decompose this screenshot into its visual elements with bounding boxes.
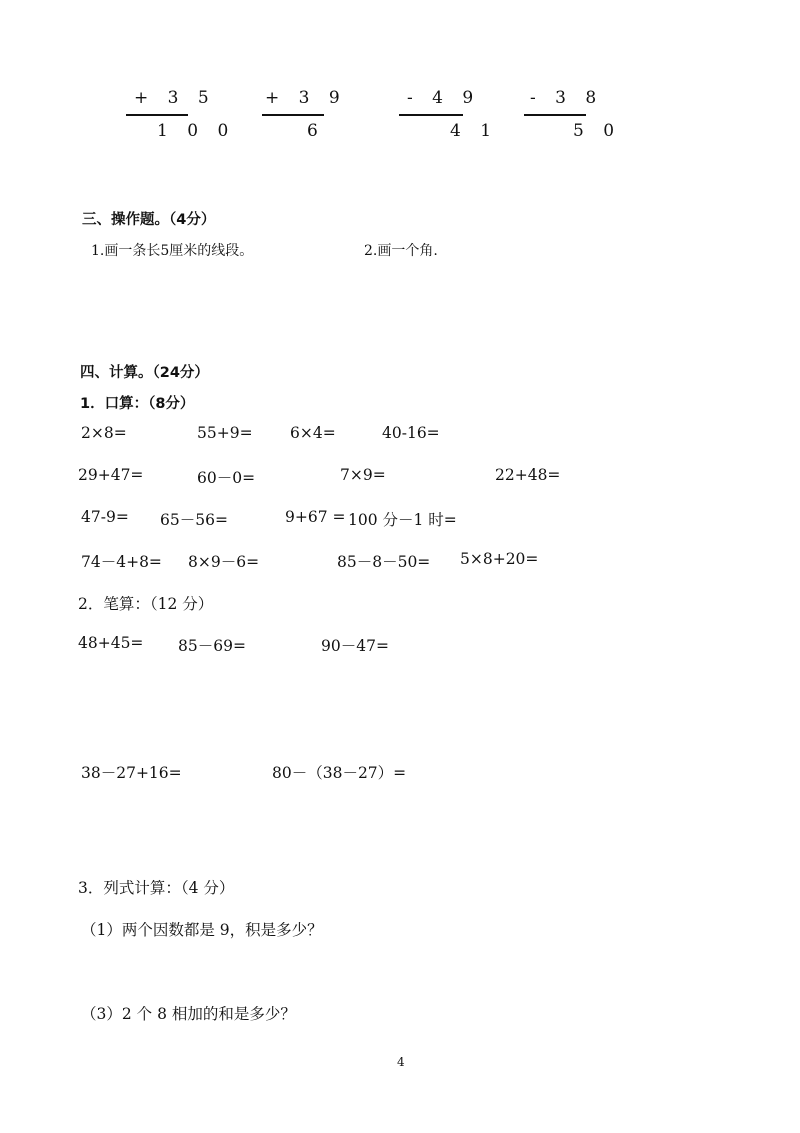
oral-calc-3-2: 65－56=	[160, 511, 228, 529]
vertical-problem-3-operand: - 4 9	[407, 88, 481, 108]
part-3-title: 3．列式计算：（4 分）	[78, 879, 235, 897]
oral-calc-4-3: 85－8－50=	[337, 553, 431, 571]
section-3-item-2: 2.画一个角.	[364, 243, 438, 259]
written-calc-1: 48+45=	[78, 634, 144, 652]
oral-calc-4-2: 8×9－6=	[188, 553, 260, 571]
word-problem-1: （1）两个因数都是 9，积是多少？	[81, 921, 323, 939]
page-number: 4	[397, 1055, 405, 1069]
oral-calc-1-1: 2×8=	[81, 424, 127, 442]
vertical-problem-1-operand: + 3 5	[134, 88, 216, 108]
oral-calc-4-1: 74－4+8=	[81, 553, 162, 571]
part-1-title: 1．口算：（8分）	[80, 396, 195, 412]
written-calc-2: 85－69=	[178, 637, 246, 655]
oral-calc-2-2: 60－0=	[197, 469, 256, 487]
vertical-problem-3-result: 4 1	[450, 121, 499, 141]
written-calc-3: 90－47=	[321, 637, 389, 655]
oral-calc-1-4: 40-16=	[382, 424, 440, 442]
oral-calc-1-3: 6×4=	[290, 424, 336, 442]
oral-calc-4-4: 5×8+20=	[460, 550, 539, 568]
vertical-problem-2-rule	[262, 114, 324, 116]
vertical-problem-1-rule	[126, 114, 188, 116]
vertical-problem-1-result: 1 0 0	[157, 121, 236, 141]
section-3-item-1: 1.画一条长5厘米的线段。	[91, 243, 254, 259]
vertical-problem-4-result: 5 0	[573, 121, 622, 141]
vertical-problem-2-result: 6	[307, 121, 325, 141]
section-4-title: 四、计算。（24分）	[80, 365, 209, 381]
written-calc-5: 80－（38－27）=	[272, 764, 407, 782]
vertical-problem-3-rule	[399, 114, 463, 116]
oral-calc-2-3: 7×9=	[340, 466, 386, 484]
vertical-problem-4-rule	[524, 114, 586, 116]
written-calc-4: 38－27+16=	[81, 764, 182, 782]
word-problem-3: （3）2 个 8 相加的和是多少？	[81, 1005, 296, 1023]
oral-calc-3-1: 47-9=	[81, 508, 129, 526]
vertical-problem-2-operand: + 3 9	[265, 88, 347, 108]
part-2-title: 2．笔算：（12 分）	[78, 595, 214, 613]
oral-calc-2-1: 29+47=	[78, 466, 144, 484]
oral-calc-2-4: 22+48=	[495, 466, 561, 484]
oral-calc-3-4: 100 分－1 时=	[348, 511, 457, 529]
vertical-problem-4-operand: - 3 8	[530, 88, 604, 108]
section-3-title: 三、操作题。（4分）	[82, 212, 216, 228]
oral-calc-3-3: 9+67 =	[285, 508, 346, 526]
oral-calc-1-2: 55+9=	[197, 424, 253, 442]
